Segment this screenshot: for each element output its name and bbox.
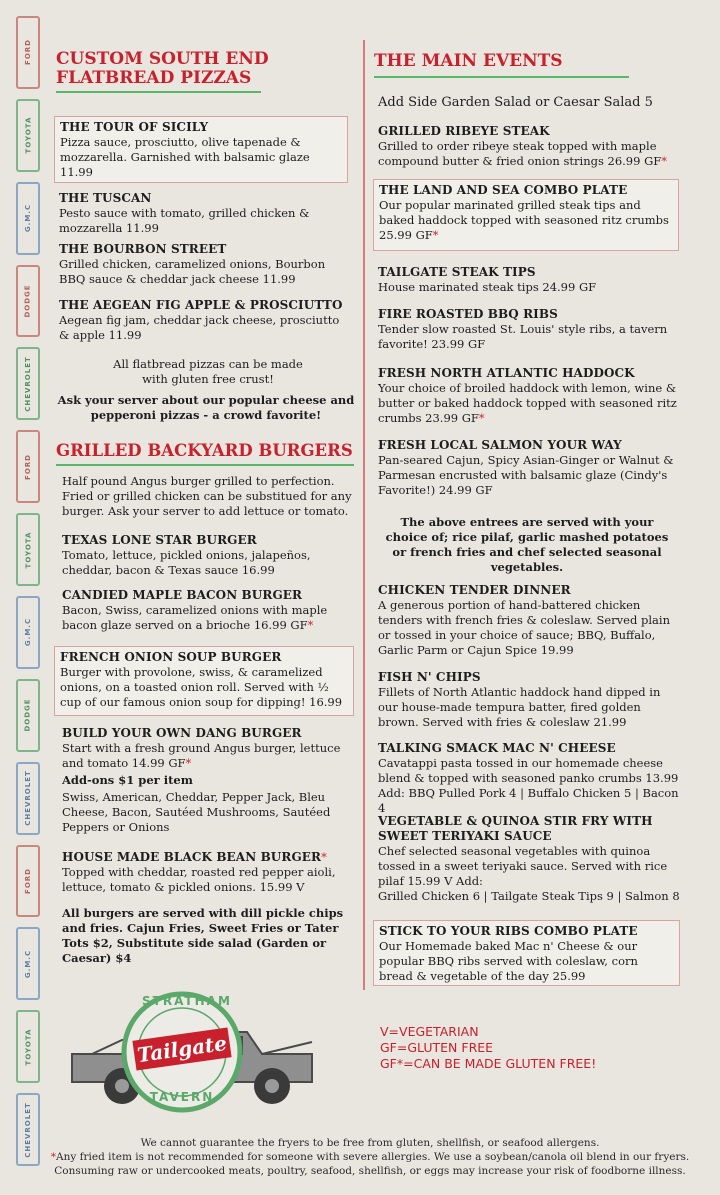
item-name: CANDIED MAPLE BACON BURGER <box>62 588 303 602</box>
disclaimer-line2: Any fried item is not recommended for someone with severe allergies. We use a soybean/canola oil blend in our fryers. <box>56 1151 690 1163</box>
item-name: BUILD YOUR OWN DANG BURGER <box>62 726 302 740</box>
item-description: Our popular marinated grilled steak tips and baked haddock topped with seasoned ritz crumbs 25.99 GF <box>379 198 669 242</box>
strip-tag <box>16 679 40 752</box>
strip-tag-label: TOYOTA <box>24 116 32 154</box>
item-name: GRILLED RIBEYE STEAK <box>378 124 550 138</box>
menu-item-mac-n-cheese <box>378 741 680 816</box>
item-description: Topped with cheddar, roasted red pepper aioli, lettuce, tomato & pickled onions. 15.99 V <box>62 865 336 894</box>
menu-item-texas-lone-star <box>62 533 352 578</box>
item-name: FRESH LOCAL SALMON YOUR WAY <box>378 438 622 452</box>
burgers-title: GRILLED BACKYARD BURGERS <box>56 441 353 460</box>
menu-item-fish-n-chips <box>378 670 680 730</box>
gf-asterisk: * <box>185 756 192 770</box>
item-description: A generous portion of hand-battered chicken tenders with french fries & coleslaw. Served plain or tossed in your choice of sauce; BBQ, Buffalo, Garlic Parm or Cajun Spice 19.99 <box>378 598 670 657</box>
item-name: FIRE ROASTED BBQ RIBS <box>378 307 558 321</box>
menu-item-ribeye <box>378 124 678 169</box>
item-description: Tender slow roasted St. Louis' style ribs, a tavern favorite! 23.99 GF <box>378 322 668 351</box>
menu-item-land-and-sea <box>373 179 679 251</box>
section-underline <box>374 76 629 78</box>
menu-item-ribs-combo <box>373 920 680 986</box>
gf-asterisk: * <box>321 850 327 864</box>
strip-tag-label: G.M.C <box>24 204 33 233</box>
strip-tag-label: G.M.C <box>24 949 33 978</box>
legend-can-be-gf: GF*=CAN BE MADE GLUTEN FREE! <box>380 1056 597 1071</box>
entree-sides-note: The above entrees are served with your choice of; rice pilaf, garlic mashed potatoes or french fries and chef selected seasonal vegetables. <box>385 515 669 574</box>
item-description: Cavatappi pasta tossed in our homemade cheese blend & topped with seasoned panko crumbs 13.99 <box>378 756 679 785</box>
item-name: THE AEGEAN FIG APPLE & PROSCIUTTO <box>59 298 343 312</box>
strip-tag-label: DODGE <box>24 698 33 732</box>
item-name: TALKING SMACK MAC N' CHEESE <box>378 741 616 755</box>
strip-tag <box>16 845 40 918</box>
item-name: VEGETABLE & QUINOA STIR FRY WITH SWEET TERIYAKI SAUCE <box>378 814 653 843</box>
item-description: Bacon, Swiss, caramelized onions with maple bacon glaze served on a brioche 16.99 GF <box>62 603 328 632</box>
item-name: THE TOUR OF SICILY <box>60 120 209 134</box>
burgers-section-header <box>56 441 354 466</box>
item-description: Start with a fresh ground Angus burger, lettuce and tomato 14.99 GF <box>62 741 341 770</box>
main-events-subtitle: Add Side Garden Salad or Caesar Salad 5 <box>378 95 653 110</box>
burgers-sides-note: All burgers are served with dill pickle chips and fries. Cajun Fries, Sweet Fries or Tater Tots $2, Substitute side salad (Garden or Caesar) $4 <box>62 906 344 965</box>
strip-tag <box>16 430 40 503</box>
dietary-legend <box>380 1024 596 1072</box>
menu-item-candied-maple-bacon <box>62 588 354 633</box>
menu-item-tuscan <box>59 191 349 236</box>
strip-tag <box>16 513 40 586</box>
logo-top-text: STRATHAM <box>142 994 232 1008</box>
strip-tag <box>16 265 40 338</box>
item-name: FISH N' CHIPS <box>378 670 481 684</box>
item-name: HOUSE MADE BLACK BEAN BURGER <box>62 850 322 864</box>
disclaimer-line3: Consuming raw or undercooked meats, poultry, seafood, shellfish, or eggs may increase your risk of foodborne illness. <box>54 1165 686 1177</box>
item-description: Pesto sauce with tomato, grilled chicken & mozzarella 11.99 <box>59 206 310 235</box>
item-description: Tomato, lettuce, pickled onions, jalapeños, cheddar, bacon & Texas sauce 16.99 <box>62 548 311 577</box>
strip-tag <box>16 347 40 420</box>
menu-item-salmon <box>378 438 678 498</box>
disclaimer-asterisk: * <box>50 1151 57 1163</box>
item-name: STICK TO YOUR RIBS COMBO PLATE <box>379 924 638 938</box>
flatbread-title-line2: FLATBREAD PIZZAS <box>56 68 252 88</box>
strip-tag-label: TOYOTA <box>24 1028 32 1066</box>
gf-asterisk: * <box>307 618 314 632</box>
menu-item-chicken-tenders <box>378 583 680 658</box>
menu-item-bourbon-street <box>59 242 351 287</box>
strip-tag <box>16 762 40 835</box>
strip-tag <box>16 99 40 172</box>
strip-tag-label: TOYOTA <box>24 531 32 569</box>
strip-tag <box>16 1093 40 1166</box>
menu-item-build-your-own <box>62 726 358 835</box>
strip-tag <box>16 596 40 669</box>
mac-addons: Add: BBQ Pulled Pork 4 | Buffalo Chicken 5 | Bacon 4 <box>378 786 679 815</box>
strip-tag-label: CHEVROLET <box>24 356 32 412</box>
logo-bottom-text: TAVERN <box>149 1090 215 1104</box>
strip-tag-label: DODGE <box>24 284 33 318</box>
strip-tag <box>16 16 40 89</box>
tailgate-tavern-logo <box>62 982 332 1130</box>
logo-main-text: Tailgate <box>132 1027 231 1070</box>
strip-tag <box>16 927 40 1000</box>
item-name: CHICKEN TENDER DINNER <box>378 583 571 597</box>
strip-tag <box>16 182 40 255</box>
addons-list: Swiss, American, Cheddar, Pepper Jack, Bleu Cheese, Bacon, Sautéed Mushrooms, Sautéed Peppers or Onions <box>62 790 331 834</box>
legend-vegetarian: V=VEGETARIAN <box>380 1024 479 1039</box>
strip-tag <box>16 1010 40 1083</box>
gf-asterisk: * <box>661 154 668 168</box>
item-description: Aegean fig jam, cheddar jack cheese, prosciutto & apple 11.99 <box>59 313 340 342</box>
item-description: Grilled chicken, caramelized onions, Bourbon BBQ sauce & cheddar jack cheese 11.99 <box>59 257 326 286</box>
addons-title: Add-ons $1 per item <box>62 773 193 787</box>
strip-tag-label: FORD <box>24 453 32 480</box>
strip-tag-label: FORD <box>24 39 32 66</box>
item-description: Chef selected seasonal vegetables with quinoa tossed in a sweet teriyaki sauce. Served with rice pilaf 15.99 V Add: <box>378 844 668 888</box>
item-name: THE TUSCAN <box>59 191 152 205</box>
item-name: FRESH NORTH ATLANTIC HADDOCK <box>378 366 635 380</box>
menu-item-tour-of-sicily <box>54 116 348 183</box>
flatbread-gluten-note: All flatbread pizzas can be made with gluten free crust! <box>113 357 303 386</box>
item-description: Our Homemade baked Mac n' Cheese & our popular BBQ ribs served with coleslaw, corn bread & vegetable of the day 25.99 <box>379 939 638 983</box>
item-description: House marinated steak tips 24.99 GF <box>378 280 597 294</box>
legend-gluten-free: GF=GLUTEN FREE <box>380 1040 494 1055</box>
strip-tag-label: CHEVROLET <box>24 1101 32 1158</box>
allergen-disclaimer <box>40 1136 700 1178</box>
menu-item-stir-fry <box>378 814 680 904</box>
item-description: Burger with provolone, swiss, & caramelized onions, on a toasted onion roll. Served with ½ cup of our famous onion soup for dipping! 16.99 <box>60 665 343 709</box>
strip-tag-label: CHEVROLET <box>24 770 32 826</box>
item-description: Pan-seared Cajun, Spicy Asian-Ginger or Walnut & Parmesan encrusted with balsamic glaze (Cindy's Favorite!) 24.99 GF <box>378 453 674 497</box>
menu-item-french-onion-burger <box>54 646 354 716</box>
decorative-tag-strip <box>16 12 42 1172</box>
item-name: TEXAS LONE STAR BURGER <box>62 533 257 547</box>
item-name: THE BOURBON STREET <box>59 242 227 256</box>
flatbread-title-line1: CUSTOM SOUTH END <box>56 49 269 69</box>
item-description: Fillets of North Atlantic haddock hand dipped in our house-made tempura batter, fired golden brown. Served with fries & coleslaw 21.99 <box>378 685 661 729</box>
burgers-intro: Half pound Angus burger grilled to perfection. Fried or grilled chicken can be substitued for any burger. Ask your server to add lettuce or tomato. <box>62 474 352 518</box>
column-divider <box>363 40 365 990</box>
item-name: FRENCH ONION SOUP BURGER <box>60 650 282 664</box>
gf-asterisk: * <box>478 411 485 425</box>
item-description: Pizza sauce, prosciutto, olive tapenade & mozzarella. Garnished with balsamic glaze 11.99 <box>60 135 310 179</box>
menu-item-black-bean-burger <box>62 850 354 895</box>
strip-tag-label: G.M.C <box>24 618 33 647</box>
item-description: Your choice of broiled haddock with lemon, wine & butter or baked haddock topped with seasoned ritz crumbs 23.99 GF <box>378 381 677 425</box>
menu-item-steak-tips <box>378 265 678 295</box>
menu-item-haddock <box>378 366 678 426</box>
disclaimer-line1: We cannot guarantee the fryers to be free from gluten, shellfish, or seafood allergens. <box>140 1137 600 1149</box>
main-events-title: THE MAIN EVENTS <box>374 51 563 71</box>
menu-item-aegean-fig <box>59 298 351 343</box>
menu-item-bbq-ribs <box>378 307 678 352</box>
item-name: THE LAND AND SEA COMBO PLATE <box>379 183 628 197</box>
strip-tag-label: FORD <box>24 868 32 894</box>
gf-asterisk: * <box>432 228 439 242</box>
section-underline <box>56 91 261 93</box>
main-events-header <box>374 52 684 78</box>
item-name: TAILGATE STEAK TIPS <box>378 265 536 279</box>
flatbread-section-header <box>56 50 354 93</box>
stir-fry-addons: Grilled Chicken 6 | Tailgate Steak Tips 9 | Salmon 8 <box>378 889 680 903</box>
item-description: Grilled to order ribeye steak topped with maple compound butter & fried onion strings 26.99 GF <box>378 139 662 168</box>
section-underline <box>56 464 354 466</box>
flatbread-pizza-note: Ask your server about our popular cheese and pepperoni pizzas - a crowd favorite! <box>57 393 355 422</box>
